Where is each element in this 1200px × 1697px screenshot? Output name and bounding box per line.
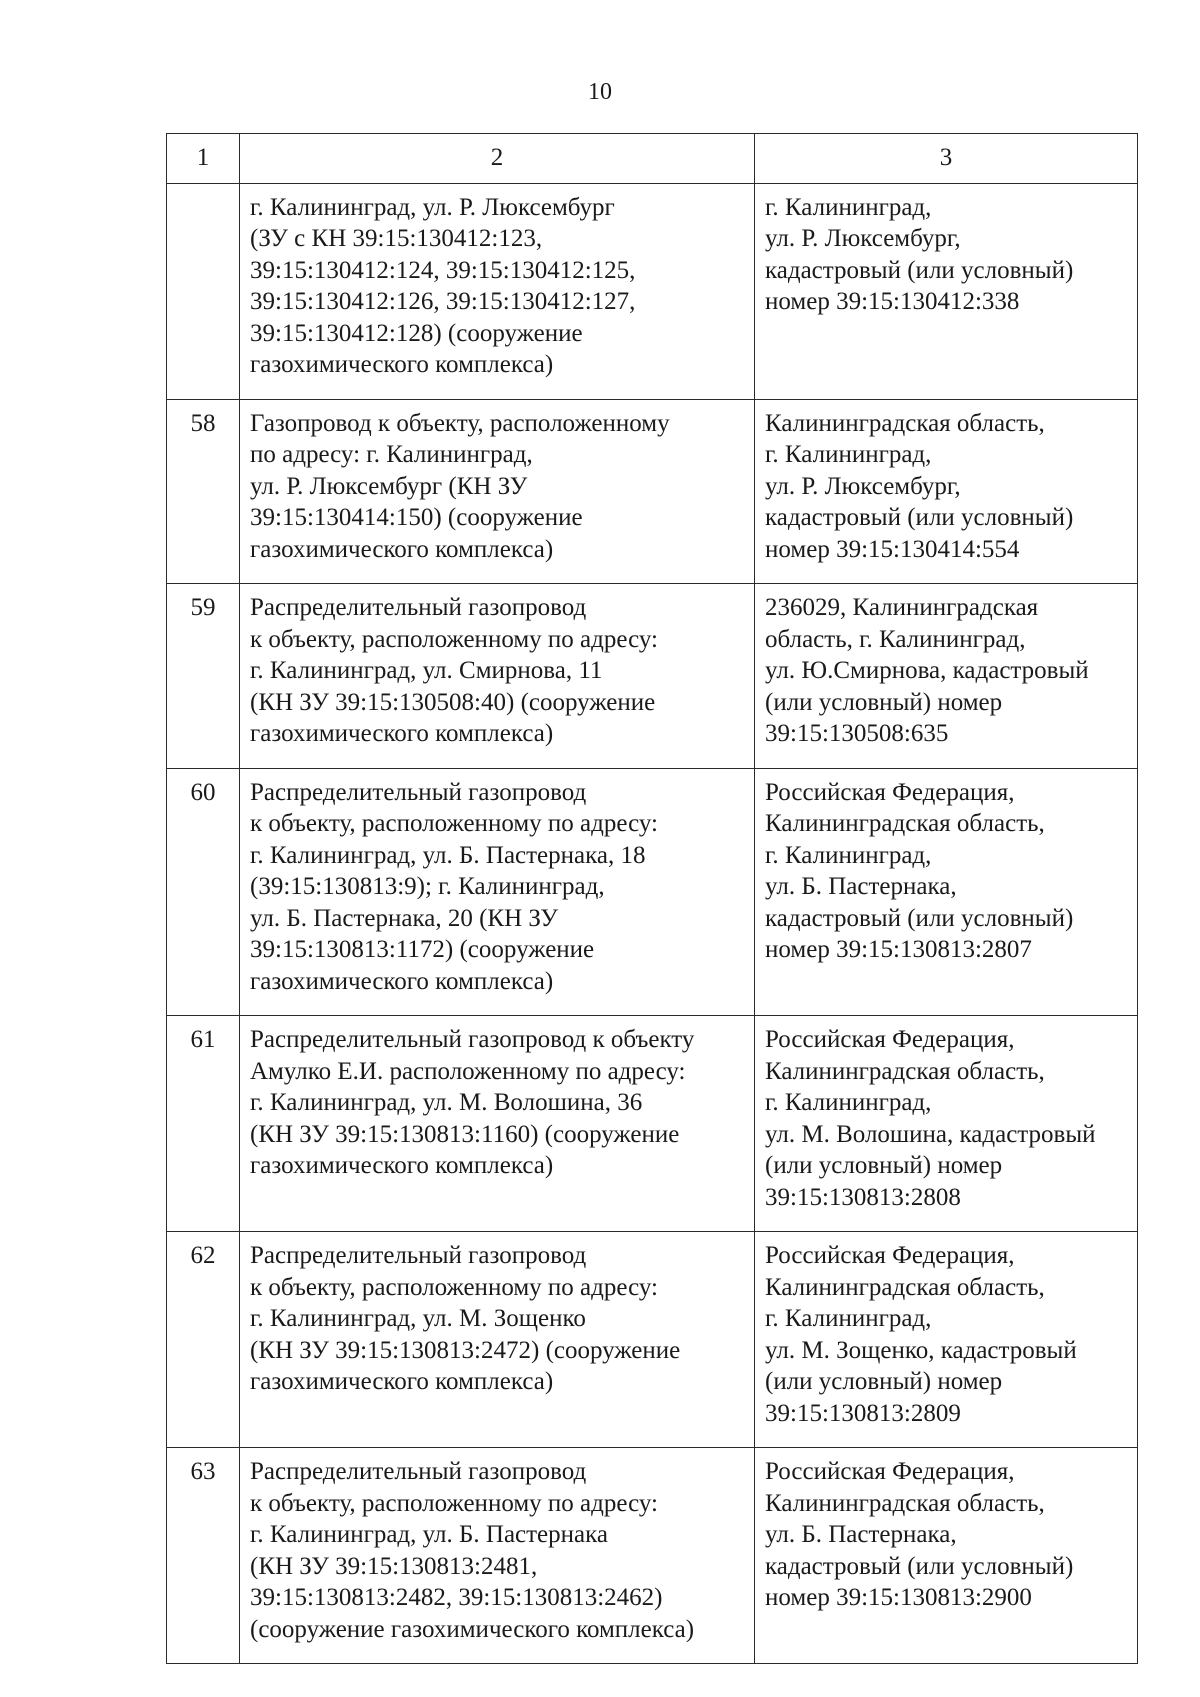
row-location bbox=[755, 1016, 1138, 1232]
registry-table bbox=[166, 133, 1138, 1664]
row-number: 61 bbox=[167, 1016, 240, 1232]
location-text: Российская Федерация, Калининградская область, г. Калининград, ул. Б. Пастернака, кадастровый (или условный) номер 39:15:130813:2807 bbox=[765, 778, 1074, 963]
location-text: Калининградская область, г. Калининград, ул. Р. Люксембург, кадастровый (или условный) номер 39:15:130414:554 bbox=[765, 409, 1074, 563]
description-text: Распределительный газопровод к объекту, расположенному по адресу: г. Калининград, ул. Б. Пастернака, 18 (39:15:130813:9); г. Калининград, ул. Б. Пастернака, 20 (КН ЗУ 39:15:130813:1172) (сооружение газохимического комплекса) bbox=[250, 778, 658, 995]
row-location bbox=[755, 584, 1138, 769]
description-text: Распределительный газопровод к объекту Амулко Е.И. расположенному по адресу: г. Калининград, ул. М. Волошина, 36 (КН ЗУ 39:15:130813:1160) (сооружение газохимического комплекса) bbox=[250, 1026, 695, 1179]
description-text: г. Калининград, ул. Р. Люксембург (ЗУ с КН 39:15:130412:123, 39:15:130412:124, 39:15:130412:125, 39:15:130412:126, 39:15:130412:127, 39:15:130412:128) (сооружение газохимического комплекса) bbox=[250, 193, 636, 378]
table-row bbox=[167, 399, 1138, 584]
row-location bbox=[755, 399, 1138, 584]
row-description bbox=[240, 584, 755, 769]
location-text: Российская Федерация, Калининградская область, ул. Б. Пастернака, кадастровый (или условный) номер 39:15:130813:2900 bbox=[765, 1458, 1074, 1611]
description-text: Газопровод к объекту, расположенному по адресу: г. Калининград, ул. Р. Люксембург (КН ЗУ 39:15:130414:150) (сооружение газохимического комплекса) bbox=[250, 409, 670, 563]
row-location bbox=[755, 768, 1138, 1016]
table-row bbox=[167, 183, 1138, 399]
page-number: 10 bbox=[588, 79, 612, 105]
row-description bbox=[240, 768, 755, 1016]
row-location bbox=[755, 1448, 1138, 1664]
location-text: 236029, Калининградская область, г. Калининград, ул. Ю.Смирнова, кадастровый (или условный) номер 39:15:130508:635 bbox=[765, 594, 1089, 747]
location-text: Российская Федерация, Калининградская область, г. Калининград, ул. М. Волошина, кадастровый (или условный) номер 39:15:130813:2808 bbox=[765, 1026, 1096, 1211]
location-text: г. Калининград, ул. Р. Люксембург, кадастровый (или условный) номер 39:15:130412:338 bbox=[765, 193, 1074, 315]
description-text: Распределительный газопровод к объекту, расположенному по адресу: г. Калининград, ул. Смирнова, 11 (КН ЗУ 39:15:130508:40) (сооружение газохимического комплекса) bbox=[250, 594, 658, 747]
table-row bbox=[167, 768, 1138, 1016]
location-text: Российская Федерация, Калининградская область, г. Калининград, ул. М. Зощенко, кадастровый (или условный) номер 39:15:130813:2809 bbox=[765, 1242, 1077, 1427]
column-header-location: 3 bbox=[755, 134, 1138, 184]
row-number: 59 bbox=[167, 584, 240, 769]
table-row bbox=[167, 584, 1138, 769]
row-number: 60 bbox=[167, 768, 240, 1016]
table-row bbox=[167, 1232, 1138, 1448]
row-location bbox=[755, 183, 1138, 399]
row-description bbox=[240, 1448, 755, 1664]
table-header-row bbox=[167, 134, 1138, 184]
row-number: 63 bbox=[167, 1448, 240, 1664]
table-row bbox=[167, 1448, 1138, 1664]
column-header-number: 1 bbox=[167, 134, 240, 184]
row-number bbox=[167, 183, 240, 399]
row-description bbox=[240, 183, 755, 399]
row-description bbox=[240, 399, 755, 584]
column-header-description: 2 bbox=[240, 134, 755, 184]
row-number: 58 bbox=[167, 399, 240, 584]
row-description bbox=[240, 1232, 755, 1448]
row-description bbox=[240, 1016, 755, 1232]
description-text: Распределительный газопровод к объекту, расположенному по адресу: г. Калининград, ул. М. Зощенко (КН ЗУ 39:15:130813:2472) (сооружение газохимического комплекса) bbox=[250, 1242, 681, 1395]
description-text: Распределительный газопровод к объекту, расположенному по адресу: г. Калининград, ул. Б. Пастернака (КН ЗУ 39:15:130813:2481, 39:15:130813:2482, 39:15:130813:2462) (сооружение газохимического комплекса) bbox=[250, 1458, 695, 1643]
table-row bbox=[167, 1016, 1138, 1232]
row-number: 62 bbox=[167, 1232, 240, 1448]
row-location bbox=[755, 1232, 1138, 1448]
